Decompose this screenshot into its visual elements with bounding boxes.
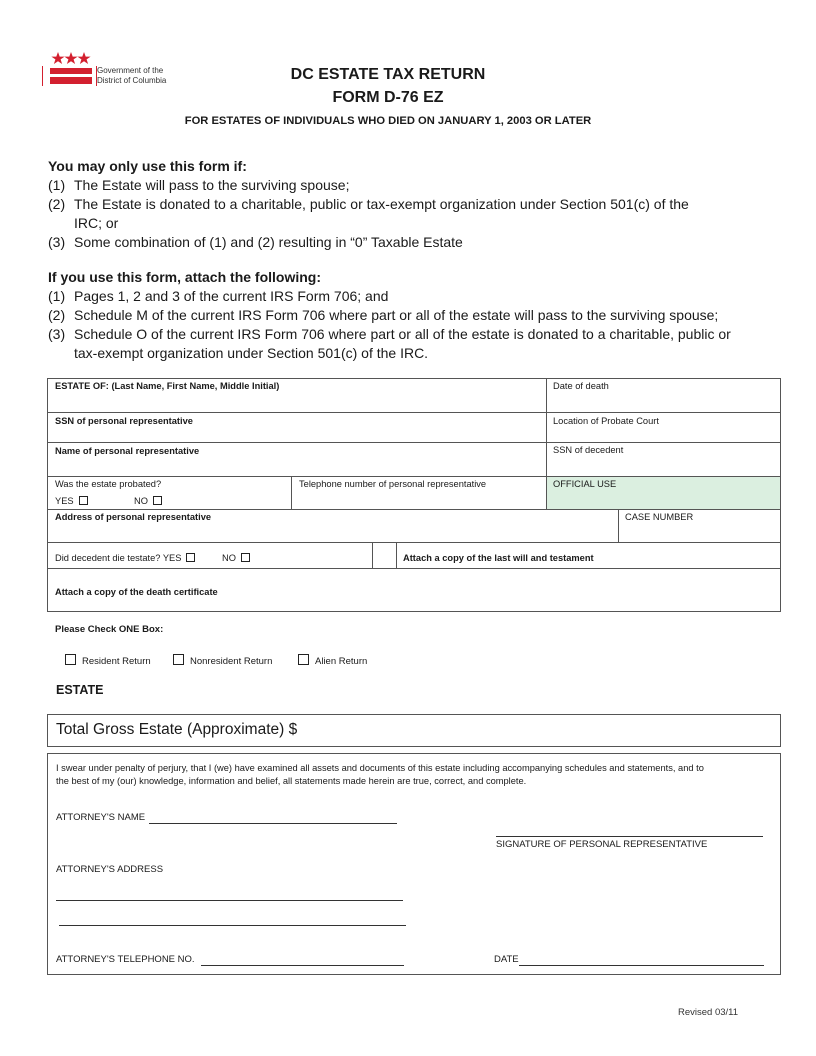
residency-heading: Please Check ONE Box:: [55, 624, 164, 635]
total-gross-estate-box[interactable]: [47, 714, 781, 747]
oath-line-1: I swear under penalty of perjury, that I (we) have examined all assets and documents of this estate including accompanying schedules and statements, and to: [56, 763, 704, 773]
testate-yes-checkbox[interactable]: [186, 553, 195, 562]
phone-rep-label: Telephone number of personal representative: [299, 479, 487, 489]
flag-stars: [51, 52, 90, 64]
attorney-phone-label: ATTORNEY'S TELEPHONE NO.: [56, 954, 195, 965]
oath-line-2: the best of my (our) knowledge, information and belief, all statements made herein are true, correct, and complete.: [56, 776, 527, 786]
date-label: DATE: [494, 954, 519, 965]
attach-death-cert-label: Attach a copy of the death certificate: [55, 587, 218, 597]
probated-no: NO: [134, 496, 162, 506]
nonresident-checkbox[interactable]: [173, 654, 184, 665]
revision-date: Revised 03/11: [678, 1007, 739, 1018]
attachments-heading: If you use this form, attach the following:: [48, 269, 322, 285]
nonresident-option[interactable]: Nonresident Return: [173, 654, 272, 667]
ssn-rep-label: SSN of personal representative: [55, 416, 193, 426]
attorney-address-label: ATTORNEY'S ADDRESS: [56, 864, 164, 875]
alien-option[interactable]: Alien Return: [298, 654, 367, 667]
attorney-address-line-2[interactable]: [59, 925, 406, 926]
address-rep-label: Address of personal representative: [55, 512, 212, 522]
attach-will-label: Attach a copy of the last will and testament: [403, 553, 594, 563]
ssn-decedent-label: SSN of decedent: [553, 445, 624, 455]
attorney-name-line[interactable]: [149, 823, 397, 824]
logo-text: Government of the District of Columbia: [97, 66, 167, 85]
attorney-address-line-1[interactable]: [56, 900, 403, 901]
estate-of-label: ESTATE OF: (Last Name, First Name, Middle Initial): [55, 381, 280, 391]
name-rep-label: Name of personal representative: [55, 446, 200, 456]
total-gross-estate-label: Total Gross Estate (Approximate) $: [56, 721, 298, 738]
probated-no-checkbox[interactable]: [153, 496, 162, 505]
attorney-name-label: ATTORNEY'S NAME: [56, 812, 146, 823]
signature-line[interactable]: [496, 836, 763, 837]
probated-yes: YES: [55, 496, 88, 506]
form-subtitle: FOR ESTATES OF INDIVIDUALS WHO DIED ON JANUARY 1, 2003 OR LATER: [184, 115, 592, 127]
attorney-phone-line[interactable]: [201, 965, 404, 966]
signature-label: SIGNATURE OF PERSONAL REPRESENTATIVE: [496, 839, 708, 850]
form-number: FORM D-76 EZ: [332, 89, 444, 106]
probated-yes-checkbox[interactable]: [79, 496, 88, 505]
testate-no-checkbox[interactable]: [241, 553, 250, 562]
testate-question: Did decedent die testate? YES: [55, 553, 195, 563]
date-line[interactable]: [519, 965, 764, 966]
alien-checkbox[interactable]: [298, 654, 309, 665]
probated-question: Was the estate probated?: [55, 479, 162, 489]
conditions-heading: You may only use this form if:: [48, 158, 247, 174]
estate-heading: ESTATE: [56, 683, 104, 697]
form-title: DC ESTATE TAX RETURN: [290, 66, 486, 83]
estate-info-table: [47, 378, 781, 612]
resident-checkbox[interactable]: [65, 654, 76, 665]
testate-no: NO: [222, 553, 250, 563]
case-number-label: CASE NUMBER: [625, 512, 694, 522]
probate-location-label: Location of Probate Court: [553, 416, 659, 426]
date-of-death-label: Date of death: [553, 381, 609, 391]
official-use-label: OFFICIAL USE: [553, 479, 617, 489]
resident-option[interactable]: Resident Return: [65, 654, 151, 667]
declaration-box: [47, 753, 781, 975]
